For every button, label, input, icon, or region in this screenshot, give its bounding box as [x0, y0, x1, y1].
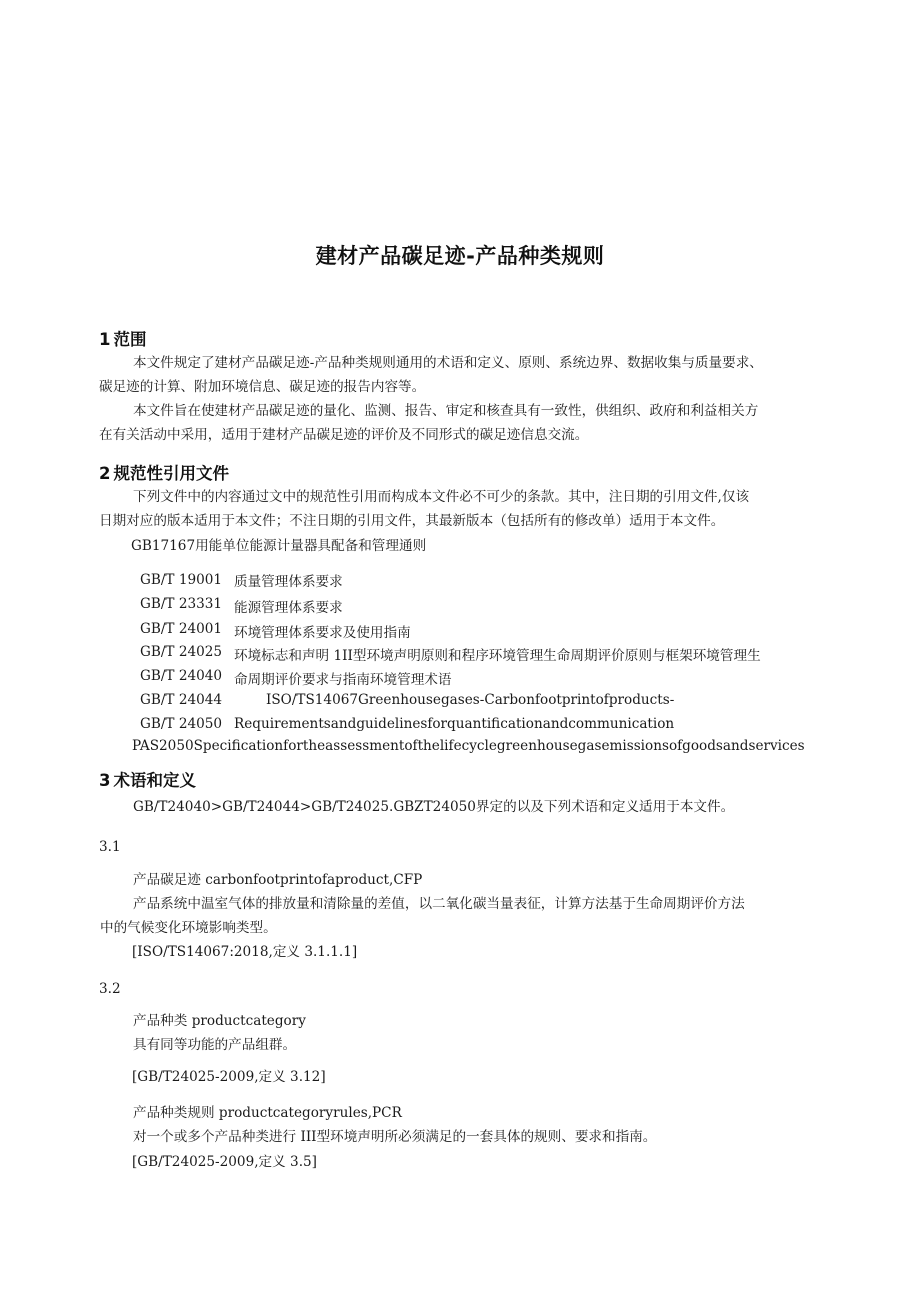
section-2-number: 2: [99, 464, 111, 483]
section-1-title: 范围: [113, 330, 147, 349]
document-title: 建材产品碳足迹-产品种类规则: [315, 244, 605, 268]
term-source: [GB/T24025-2009,定义 3.12]: [132, 1069, 326, 1085]
reference-code: GB/T 23331: [140, 596, 223, 612]
reference-title: 能源管理体系要求: [234, 600, 343, 616]
section-3-intro: GB/T24040>GB/T24044>GB/T24025.GBZT24050界定的以及下列术语和定义适用于本文件。: [133, 799, 735, 815]
term-source: [ISO/TS14067:2018,定义 3.1.1.1]: [132, 944, 358, 960]
term-name: 产品种类规则 productcategoryrules,PCR: [133, 1105, 402, 1121]
section-2-para-line-2: 日期对应的版本适用于本文件；不注日期的引用文件，其最新版本（包括所有的修改单）适用于本文件。: [99, 513, 725, 529]
section-3-title: 术语和定义: [113, 771, 196, 790]
reference-pas2050: PAS2050Specificationfortheassessmentofthelifecyclegreenhousegasemissionsofgoodsandservices: [132, 738, 805, 754]
reference-code: GB/T 19001: [140, 572, 223, 588]
section-2-para-line-1: 下列文件中的内容通过文中的规范性引用而构成本文件必不可少的条款。其中，注日期的引用文件,仅该: [133, 489, 750, 505]
term-definition-line-2: 中的气候变化环境影响类型。: [100, 920, 277, 936]
reference-code: GB/T 24050: [140, 716, 223, 732]
term-number: 3.2: [99, 981, 121, 997]
reference-code: GB/T 24044: [140, 692, 223, 708]
section-3-heading: [99, 767, 196, 791]
reference-title: ISO/TS14067Greenhousegases-Carbonfootprintofproducts-: [266, 692, 675, 708]
term-source: [GB/T24025-2009,定义 3.5]: [132, 1154, 317, 1170]
term-name: 产品种类 productcategory: [133, 1013, 306, 1029]
term-definition-line-1: 对一个或多个产品种类进行 III型环境声明所必须满足的一套具体的规则、要求和指南。: [133, 1129, 657, 1145]
reference-code: GB/T 24040: [140, 668, 223, 684]
section-1-number: 1: [99, 330, 111, 349]
section-1-para-2-line-2: 在有关活动中采用，适用于建材产品碳足迹的评价及不同形式的碳足迹信息交流。: [99, 427, 589, 443]
section-1-heading: [99, 326, 146, 350]
section-2-title: 规范性引用文件: [113, 464, 229, 483]
term-name: 产品碳足迹 carbonfootprintofaproduct,CFP: [133, 872, 423, 888]
reference-code: GB/T 24001: [140, 621, 223, 637]
reference-title: 质量管理体系要求: [234, 574, 343, 590]
reference-gb17167: GB17167用能单位能源计量器具配备和管理通则: [131, 538, 427, 554]
section-3-number: 3: [99, 771, 111, 790]
reference-title: 命周期评价要求与指南环境管理术语: [234, 672, 452, 688]
reference-title: 环境管理体系要求及使用指南: [234, 625, 411, 641]
section-1-para-2-line-1: 本文件旨在使建材产品碳足迹的量化、监测、报告、审定和核查具有一致性，供组织、政府和利益相关方: [133, 403, 759, 419]
section-1-para-1-line-2: 碳足迹的计算、附加环境信息、碳足迹的报告内容等。: [99, 379, 426, 395]
term-definition-line-1: 具有同等功能的产品组群。: [133, 1037, 297, 1053]
reference-title: Requirementsandguidelinesforquantificationandcommunication: [234, 716, 675, 732]
reference-title: 环境标志和声明 1II型环境声明原则和程序环境管理生命周期评价原则与框架环境管理生: [234, 648, 761, 664]
term-number: 3.1: [99, 839, 121, 855]
section-2-heading: [99, 460, 229, 484]
term-definition-line-1: 产品系统中温室气体的排放量和清除量的差值，以二氧化碳当量表征，计算方法基于生命周期评价方法: [133, 896, 745, 912]
reference-code: GB/T 24025: [140, 644, 223, 660]
section-1-para-1-line-1: 本文件规定了建材产品碳足迹-产品种类规则通用的术语和定义、原则、系统边界、数据收集与质量要求、: [133, 355, 763, 371]
